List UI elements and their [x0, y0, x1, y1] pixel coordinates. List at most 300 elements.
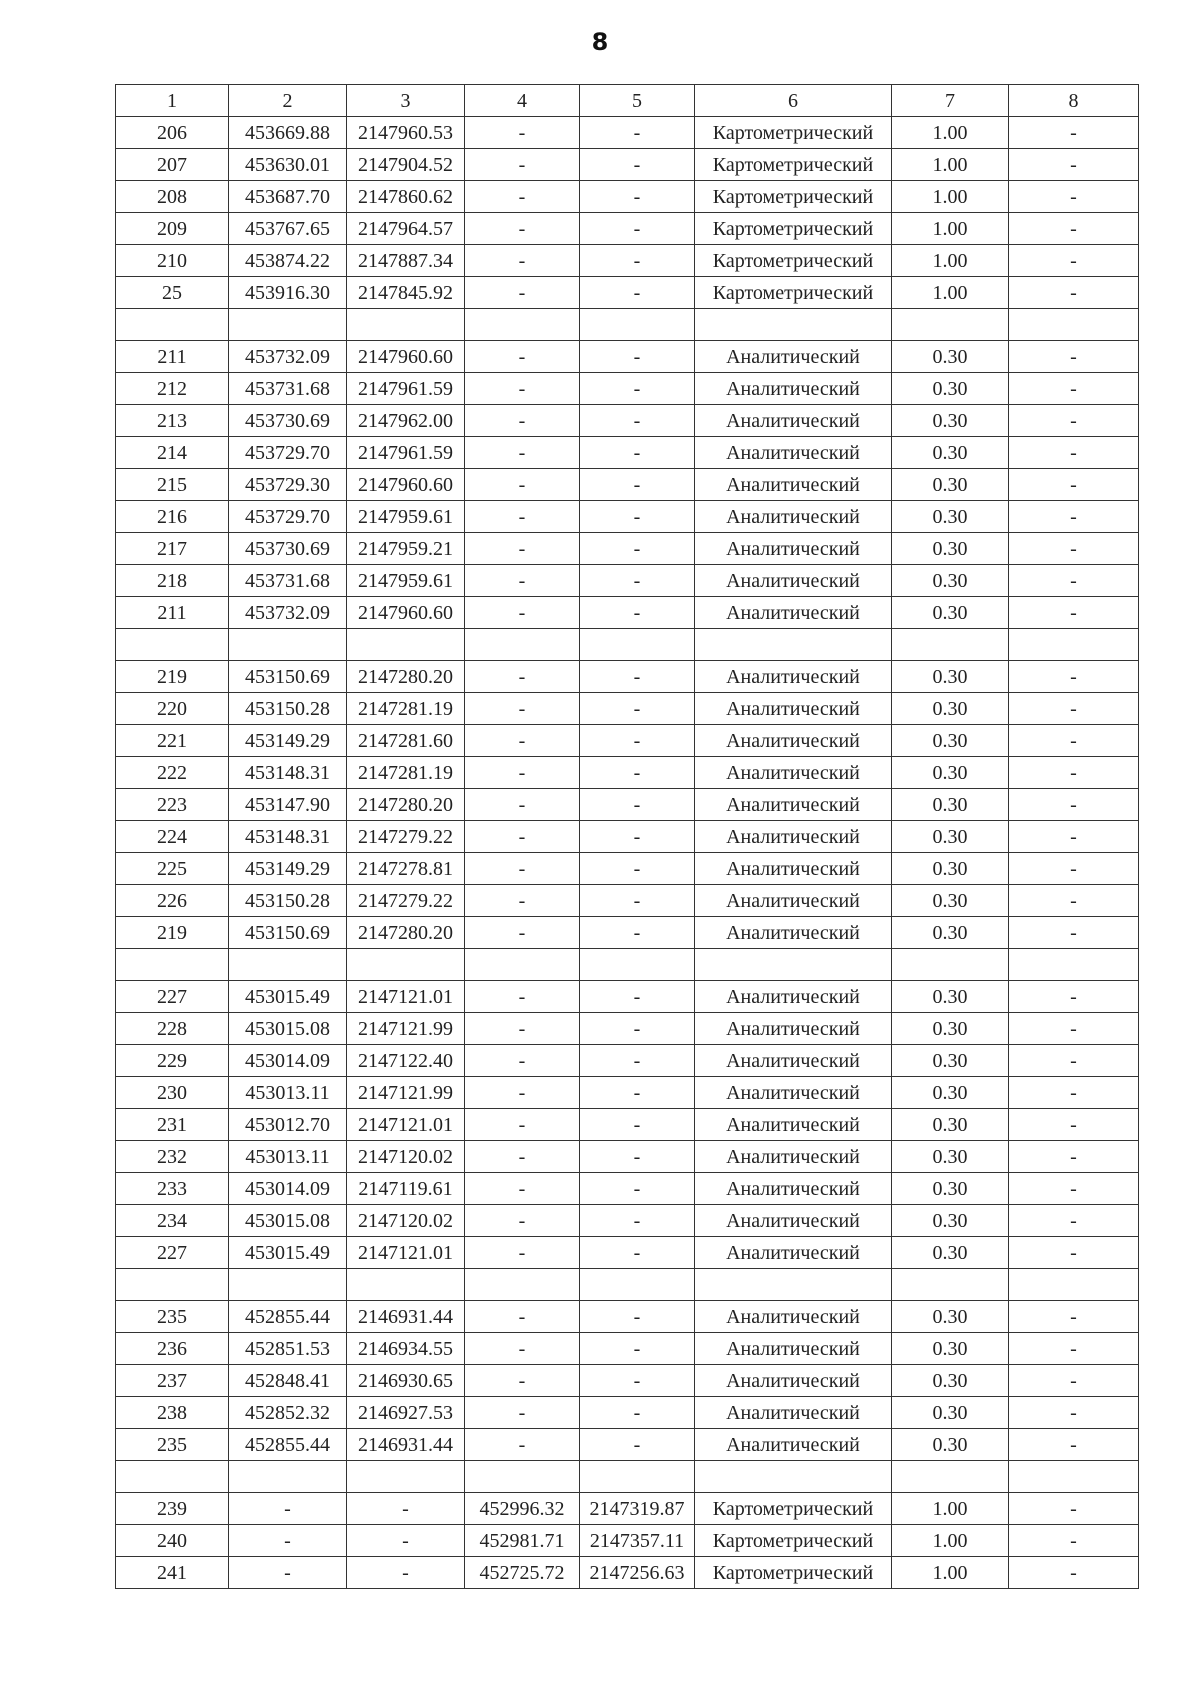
table-cell: 0.30 [892, 853, 1009, 885]
table-row [116, 245, 1139, 277]
table-cell: - [580, 917, 695, 949]
table-cell: - [1009, 1077, 1139, 1109]
table-cell: - [465, 117, 580, 149]
table-cell: - [1009, 1365, 1139, 1397]
table-row [116, 949, 1139, 981]
table-cell: 1.00 [892, 149, 1009, 181]
column-header: 1 [116, 85, 229, 117]
table-cell: 0.30 [892, 533, 1009, 565]
table-cell: - [465, 693, 580, 725]
table-row [116, 821, 1139, 853]
table-cell: Аналитический [695, 1301, 892, 1333]
table-cell: Аналитический [695, 661, 892, 693]
table-cell: 452725.72 [465, 1557, 580, 1589]
table-cell [695, 949, 892, 981]
table-cell: Картометрический [695, 181, 892, 213]
table-cell: - [580, 1301, 695, 1333]
table-cell: 2147904.52 [347, 149, 465, 181]
table-cell: 452855.44 [229, 1429, 347, 1461]
table-cell: - [465, 1333, 580, 1365]
table-cell: Аналитический [695, 917, 892, 949]
table-row [116, 1205, 1139, 1237]
table-cell: 222 [116, 757, 229, 789]
table-row [116, 1493, 1139, 1525]
table-cell: - [580, 1013, 695, 1045]
table-cell: - [580, 1109, 695, 1141]
table-cell [229, 629, 347, 661]
table-cell: Аналитический [695, 341, 892, 373]
table-cell: - [1009, 597, 1139, 629]
table-cell: 234 [116, 1205, 229, 1237]
table-cell: 2147960.60 [347, 469, 465, 501]
table-cell: - [465, 661, 580, 693]
table-cell: - [465, 789, 580, 821]
table-cell: - [347, 1557, 465, 1589]
table-cell: Аналитический [695, 1205, 892, 1237]
table-row [116, 149, 1139, 181]
table-cell: - [580, 1205, 695, 1237]
table-cell [347, 1461, 465, 1493]
table-cell: 452851.53 [229, 1333, 347, 1365]
table-row [116, 1525, 1139, 1557]
table-cell: - [1009, 405, 1139, 437]
table-cell [465, 309, 580, 341]
table-cell: 230 [116, 1077, 229, 1109]
table-cell: 2147120.02 [347, 1205, 465, 1237]
table-cell: 216 [116, 501, 229, 533]
table-cell: 453014.09 [229, 1045, 347, 1077]
table-cell: - [580, 1173, 695, 1205]
table-cell: - [1009, 725, 1139, 757]
table-body [116, 117, 1139, 1589]
table-cell: - [1009, 1173, 1139, 1205]
table-cell: 223 [116, 789, 229, 821]
table-cell [1009, 629, 1139, 661]
table-cell: 0.30 [892, 917, 1009, 949]
table-cell: 212 [116, 373, 229, 405]
table-cell: 453013.11 [229, 1141, 347, 1173]
table-row [116, 309, 1139, 341]
table-cell: 453149.29 [229, 725, 347, 757]
table-cell: - [1009, 1301, 1139, 1333]
table-cell: 2147964.57 [347, 213, 465, 245]
table-cell: 0.30 [892, 405, 1009, 437]
table-cell: 1.00 [892, 245, 1009, 277]
table-cell: 227 [116, 981, 229, 1013]
table-cell: 453147.90 [229, 789, 347, 821]
table-cell: - [580, 757, 695, 789]
table-cell: - [465, 1109, 580, 1141]
table-cell: - [465, 1397, 580, 1429]
table-cell [116, 629, 229, 661]
table-cell: - [1009, 1013, 1139, 1045]
table-cell: 453015.08 [229, 1205, 347, 1237]
table-cell: - [465, 1013, 580, 1045]
table-cell: 452996.32 [465, 1493, 580, 1525]
table-cell: 0.30 [892, 341, 1009, 373]
table-cell: 453916.30 [229, 277, 347, 309]
table-cell: 2147120.02 [347, 1141, 465, 1173]
table-cell: - [465, 437, 580, 469]
table-cell: 453013.11 [229, 1077, 347, 1109]
table-cell: 2147121.99 [347, 1013, 465, 1045]
table-row [116, 597, 1139, 629]
table-cell: 2147959.61 [347, 565, 465, 597]
table-cell: 211 [116, 341, 229, 373]
table-cell [580, 1461, 695, 1493]
table-row [116, 629, 1139, 661]
table-cell: Аналитический [695, 597, 892, 629]
table-cell [465, 1461, 580, 1493]
table-cell: Картометрический [695, 149, 892, 181]
column-header: 8 [1009, 85, 1139, 117]
table-cell: 2147281.60 [347, 725, 465, 757]
table-cell: - [465, 245, 580, 277]
table-cell: - [229, 1557, 347, 1589]
table-cell: - [465, 597, 580, 629]
table-cell: 2147121.01 [347, 981, 465, 1013]
table-cell: - [465, 373, 580, 405]
table-cell: 25 [116, 277, 229, 309]
table-cell: - [1009, 117, 1139, 149]
table-row [116, 981, 1139, 1013]
table-cell: Аналитический [695, 1013, 892, 1045]
table-cell: - [580, 1397, 695, 1429]
table-cell: - [1009, 981, 1139, 1013]
table-row [116, 565, 1139, 597]
table-row [116, 853, 1139, 885]
table-cell: 2146931.44 [347, 1301, 465, 1333]
table-cell: - [1009, 277, 1139, 309]
table-cell: 453148.31 [229, 757, 347, 789]
table-row [116, 885, 1139, 917]
table-cell: - [1009, 1493, 1139, 1525]
table-cell: 453150.69 [229, 661, 347, 693]
table-cell: - [580, 373, 695, 405]
table-cell: - [1009, 213, 1139, 245]
table-cell: 453874.22 [229, 245, 347, 277]
table-cell: 2147280.20 [347, 661, 465, 693]
table-cell [229, 309, 347, 341]
table-cell: 231 [116, 1109, 229, 1141]
table-cell: 228 [116, 1013, 229, 1045]
table-row [116, 1397, 1139, 1429]
table-cell: 2147357.11 [580, 1525, 695, 1557]
table-cell: 0.30 [892, 757, 1009, 789]
table-cell: 1.00 [892, 277, 1009, 309]
table-row [116, 373, 1139, 405]
table-cell: - [465, 981, 580, 1013]
table-cell [1009, 309, 1139, 341]
table-cell [347, 949, 465, 981]
column-header: 5 [580, 85, 695, 117]
table-cell [465, 1269, 580, 1301]
table-cell: - [229, 1493, 347, 1525]
table-cell: 219 [116, 661, 229, 693]
table-cell: Картометрический [695, 277, 892, 309]
table-cell: 2147281.19 [347, 757, 465, 789]
table-cell: Аналитический [695, 501, 892, 533]
table-cell: - [1009, 1525, 1139, 1557]
table-row [116, 117, 1139, 149]
table-cell: - [465, 885, 580, 917]
table-cell: 217 [116, 533, 229, 565]
table-row [116, 789, 1139, 821]
table-cell [580, 949, 695, 981]
table-cell: 2147961.59 [347, 437, 465, 469]
table-cell: Картометрический [695, 117, 892, 149]
table-cell: 2146927.53 [347, 1397, 465, 1429]
table-cell: - [465, 1301, 580, 1333]
table-cell: - [1009, 693, 1139, 725]
table-cell [580, 1269, 695, 1301]
table-cell [892, 309, 1009, 341]
column-header: 3 [347, 85, 465, 117]
table-cell [229, 949, 347, 981]
table-cell: Аналитический [695, 373, 892, 405]
table-cell: - [1009, 1045, 1139, 1077]
table-cell [229, 1461, 347, 1493]
table-cell: - [580, 885, 695, 917]
table-cell: - [465, 501, 580, 533]
table-cell: - [347, 1493, 465, 1525]
table-cell: - [1009, 437, 1139, 469]
table-cell: 2146934.55 [347, 1333, 465, 1365]
table-cell: 0.30 [892, 1429, 1009, 1461]
table-cell: 2146930.65 [347, 1365, 465, 1397]
table-cell [347, 1269, 465, 1301]
table-cell: 2147280.20 [347, 789, 465, 821]
table-cell: 218 [116, 565, 229, 597]
table-cell: - [580, 853, 695, 885]
table-cell: - [580, 213, 695, 245]
table-row [116, 725, 1139, 757]
table-cell: - [580, 181, 695, 213]
table-cell: 213 [116, 405, 229, 437]
table-row [116, 1429, 1139, 1461]
table-row [116, 1141, 1139, 1173]
table-cell: 2147319.87 [580, 1493, 695, 1525]
table-cell: - [1009, 469, 1139, 501]
table-cell: 0.30 [892, 821, 1009, 853]
table-cell: - [465, 853, 580, 885]
table-cell: 2147860.62 [347, 181, 465, 213]
table-cell [465, 949, 580, 981]
table-cell: Аналитический [695, 1397, 892, 1429]
table-cell [892, 1461, 1009, 1493]
table-cell: 207 [116, 149, 229, 181]
table-cell: 1.00 [892, 1493, 1009, 1525]
table-cell: - [580, 533, 695, 565]
table-cell: 0.30 [892, 789, 1009, 821]
table-cell: - [580, 789, 695, 821]
table-row [116, 501, 1139, 533]
table-cell: - [465, 1429, 580, 1461]
table-row [116, 1557, 1139, 1589]
table-cell: Аналитический [695, 789, 892, 821]
table-cell: - [580, 661, 695, 693]
table-cell: - [580, 149, 695, 181]
table-cell: - [580, 405, 695, 437]
table-cell [1009, 949, 1139, 981]
table-cell [695, 1461, 892, 1493]
table-cell: 453687.70 [229, 181, 347, 213]
table-cell: 2147962.00 [347, 405, 465, 437]
table-cell: Аналитический [695, 693, 892, 725]
table-cell: 0.30 [892, 1205, 1009, 1237]
table-cell: 453149.29 [229, 853, 347, 885]
table-cell: 233 [116, 1173, 229, 1205]
table-cell: 453669.88 [229, 117, 347, 149]
table-cell: 1.00 [892, 213, 1009, 245]
table-row [116, 1237, 1139, 1269]
table-cell [116, 309, 229, 341]
table-cell: Аналитический [695, 1333, 892, 1365]
table-cell: - [1009, 1109, 1139, 1141]
table-cell: 453732.09 [229, 597, 347, 629]
table-cell [116, 1461, 229, 1493]
table-row [116, 1013, 1139, 1045]
table-cell: Картометрический [695, 213, 892, 245]
table-cell: 2147119.61 [347, 1173, 465, 1205]
table-cell: 0.30 [892, 725, 1009, 757]
table-cell: 0.30 [892, 373, 1009, 405]
table-cell: - [580, 341, 695, 373]
table-cell [1009, 1461, 1139, 1493]
table-cell: 453767.65 [229, 213, 347, 245]
table-cell: 0.30 [892, 437, 1009, 469]
table-cell: 219 [116, 917, 229, 949]
table-row [116, 1269, 1139, 1301]
table-cell: Аналитический [695, 1077, 892, 1109]
table-cell: - [580, 565, 695, 597]
table-cell: - [465, 757, 580, 789]
table-cell: 210 [116, 245, 229, 277]
table-row [116, 917, 1139, 949]
table-cell: - [465, 181, 580, 213]
table-cell: 453729.30 [229, 469, 347, 501]
table-row [116, 533, 1139, 565]
table-cell [347, 629, 465, 661]
table-cell: 0.30 [892, 469, 1009, 501]
table-cell: - [1009, 533, 1139, 565]
table-cell: - [465, 341, 580, 373]
table-cell: - [580, 1077, 695, 1109]
table-cell: - [465, 725, 580, 757]
table-cell: - [580, 1237, 695, 1269]
table-cell: - [1009, 789, 1139, 821]
table-cell [116, 1269, 229, 1301]
table-row [116, 405, 1139, 437]
table-cell: - [1009, 757, 1139, 789]
table-row [116, 469, 1139, 501]
table-cell: 238 [116, 1397, 229, 1429]
table-cell: Аналитический [695, 1173, 892, 1205]
table-cell: 0.30 [892, 885, 1009, 917]
table-cell: - [1009, 853, 1139, 885]
table-cell: 453730.69 [229, 405, 347, 437]
table-cell: 211 [116, 597, 229, 629]
table-cell: - [465, 149, 580, 181]
table-cell: 239 [116, 1493, 229, 1525]
table-cell: - [465, 1077, 580, 1109]
table-cell: 2147121.01 [347, 1109, 465, 1141]
table-cell: Аналитический [695, 821, 892, 853]
table-cell: 453015.49 [229, 1237, 347, 1269]
table-cell: 2147887.34 [347, 245, 465, 277]
table-cell: Аналитический [695, 1365, 892, 1397]
table-cell: 241 [116, 1557, 229, 1589]
table-cell: Аналитический [695, 1429, 892, 1461]
table-cell: 2147278.81 [347, 853, 465, 885]
table-cell: 0.30 [892, 1173, 1009, 1205]
table-cell: - [465, 213, 580, 245]
table-cell: Картометрический [695, 1493, 892, 1525]
table-cell: 0.30 [892, 1301, 1009, 1333]
table-row [116, 1301, 1139, 1333]
table-cell: 453150.28 [229, 693, 347, 725]
table-cell: 0.30 [892, 1109, 1009, 1141]
table-cell: 2147281.19 [347, 693, 465, 725]
table-cell: 0.30 [892, 597, 1009, 629]
table-cell: 453730.69 [229, 533, 347, 565]
table-cell: - [1009, 245, 1139, 277]
table-cell: Аналитический [695, 1237, 892, 1269]
table-cell: - [1009, 661, 1139, 693]
table-cell: 452848.41 [229, 1365, 347, 1397]
table-cell: - [580, 117, 695, 149]
table-row [116, 213, 1139, 245]
table-cell: - [1009, 501, 1139, 533]
table-row [116, 341, 1139, 373]
table-cell [695, 309, 892, 341]
table-cell: Аналитический [695, 885, 892, 917]
table-cell: Аналитический [695, 533, 892, 565]
table-cell: - [580, 1365, 695, 1397]
table-cell: 0.30 [892, 661, 1009, 693]
table-cell: 2147961.59 [347, 373, 465, 405]
table-cell: Картометрический [695, 245, 892, 277]
table-cell: Аналитический [695, 757, 892, 789]
table-cell: - [580, 245, 695, 277]
table-cell: 235 [116, 1301, 229, 1333]
table-cell [580, 629, 695, 661]
table-row [116, 181, 1139, 213]
table-cell: 453731.68 [229, 565, 347, 597]
table-cell: - [465, 1173, 580, 1205]
table-row [116, 1333, 1139, 1365]
table-cell: 1.00 [892, 1525, 1009, 1557]
table-cell: - [580, 821, 695, 853]
table-cell: 225 [116, 853, 229, 885]
table-cell: 0.30 [892, 981, 1009, 1013]
table-cell: - [465, 533, 580, 565]
table-cell: - [347, 1525, 465, 1557]
table-row [116, 437, 1139, 469]
table-cell: 2147845.92 [347, 277, 465, 309]
table-cell: 0.30 [892, 1365, 1009, 1397]
table-cell: 232 [116, 1141, 229, 1173]
table-cell: 1.00 [892, 1557, 1009, 1589]
table-cell: 2147960.60 [347, 341, 465, 373]
table-cell: - [1009, 1557, 1139, 1589]
table-cell [695, 1269, 892, 1301]
table-cell: - [580, 469, 695, 501]
table-cell: - [580, 1429, 695, 1461]
table-row [116, 1077, 1139, 1109]
column-header: 7 [892, 85, 1009, 117]
table-header-row [116, 85, 1139, 117]
